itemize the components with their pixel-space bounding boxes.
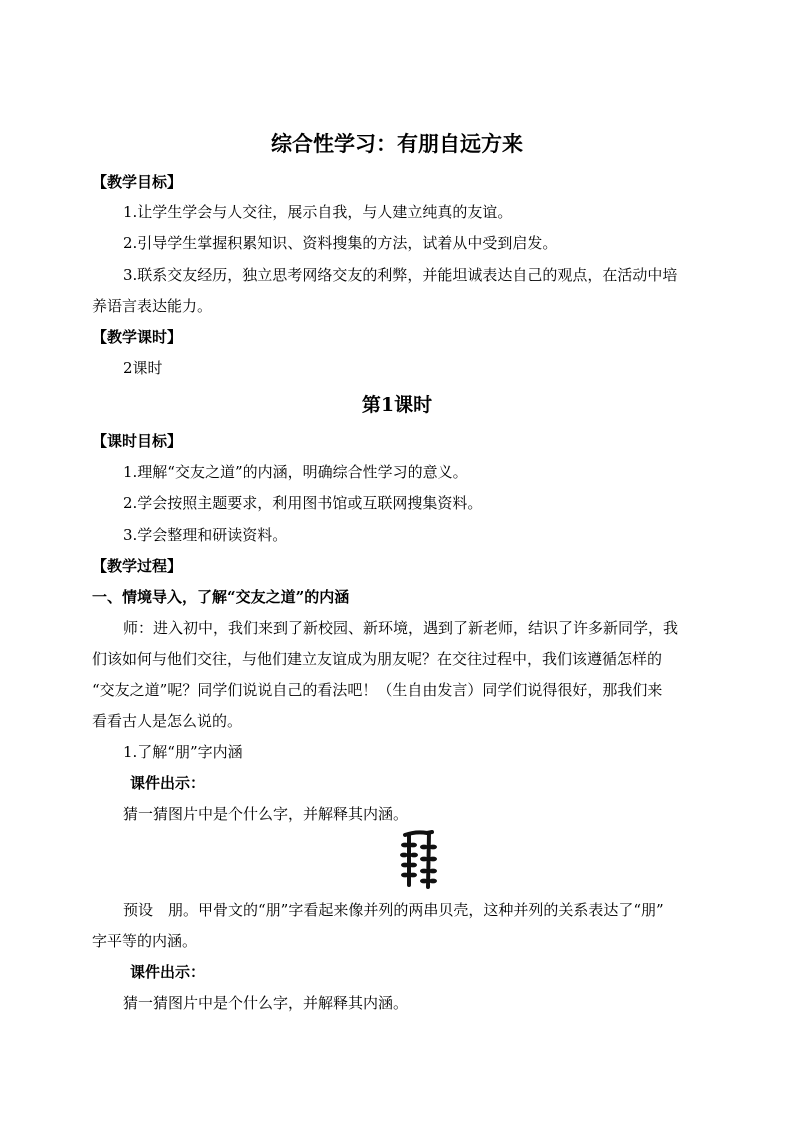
lesson-goal-item: 2.学会按照主题要求，利用图书馆或互联网搜集资料。 bbox=[123, 494, 483, 512]
goal-item: 3.联系交友经历，独立思考网络交友的利弊，并能坦诚表达自己的观点，在活动中培 bbox=[123, 266, 678, 284]
intro-paragraph-line: 看看古人是怎么说的。 bbox=[92, 712, 243, 730]
lesson-title: 第1课时 bbox=[361, 394, 433, 416]
section-heading-process: 【教学过程】 bbox=[92, 557, 183, 575]
section-heading-goals: 【教学目标】 bbox=[92, 173, 183, 191]
section-heading-hours: 【教学课时】 bbox=[92, 328, 183, 346]
section-heading-lesson-goals: 【课时目标】 bbox=[92, 432, 183, 450]
intro-paragraph-line: 师：进入初中，我们来到了新校园、新环境，遇到了新老师，结识了许多新同学，我 bbox=[123, 619, 679, 637]
preset-answer-line: 字平等的内涵。 bbox=[92, 932, 198, 950]
intro-paragraph-line: 们该如何与他们交往，与他们建立友谊成为朋友呢？在交往过程中，我们该遵循怎样的 bbox=[92, 650, 663, 668]
goal-item-continued: 养语言表达能力。 bbox=[92, 297, 213, 315]
intro-paragraph-line: “交友之道”呢？同学们说说自己的看法吧！（生自由发言）同学们说得很好，那我们来 bbox=[92, 681, 663, 699]
guess-question: 猜一猜图片中是个什么字，并解释其内涵。 bbox=[123, 805, 409, 823]
class-hours: 2课时 bbox=[123, 359, 163, 377]
goal-item: 1.让学生学会与人交往，展示自我，与人建立纯真的友谊。 bbox=[123, 203, 513, 221]
lesson-goal-item: 3.学会整理和研读资料。 bbox=[123, 526, 288, 544]
oracle-bone-peng-glyph-icon bbox=[396, 829, 442, 889]
goal-item: 2.引导学生掌握积累知识、资料搜集的方法，试着从中受到启发。 bbox=[123, 234, 558, 252]
step-heading: 1.了解“朋”字内涵 bbox=[123, 743, 243, 761]
guess-question: 猜一猜图片中是个什么字，并解释其内涵。 bbox=[123, 994, 409, 1012]
courseware-label: 课件出示： bbox=[130, 774, 206, 792]
document-title: 综合性学习：有朋自远方来 bbox=[271, 131, 523, 156]
courseware-label: 课件出示： bbox=[130, 963, 206, 981]
part-heading: 一、情境导入，了解“交友之道”的内涵 bbox=[92, 588, 350, 606]
lesson-goal-item: 1.理解“交友之道”的内涵，明确综合性学习的意义。 bbox=[123, 463, 468, 481]
preset-answer-line: 预设 朋。甲骨文的“朋”字看起来像并列的两串贝壳，这种并列的关系表达了“朋” bbox=[123, 901, 664, 919]
